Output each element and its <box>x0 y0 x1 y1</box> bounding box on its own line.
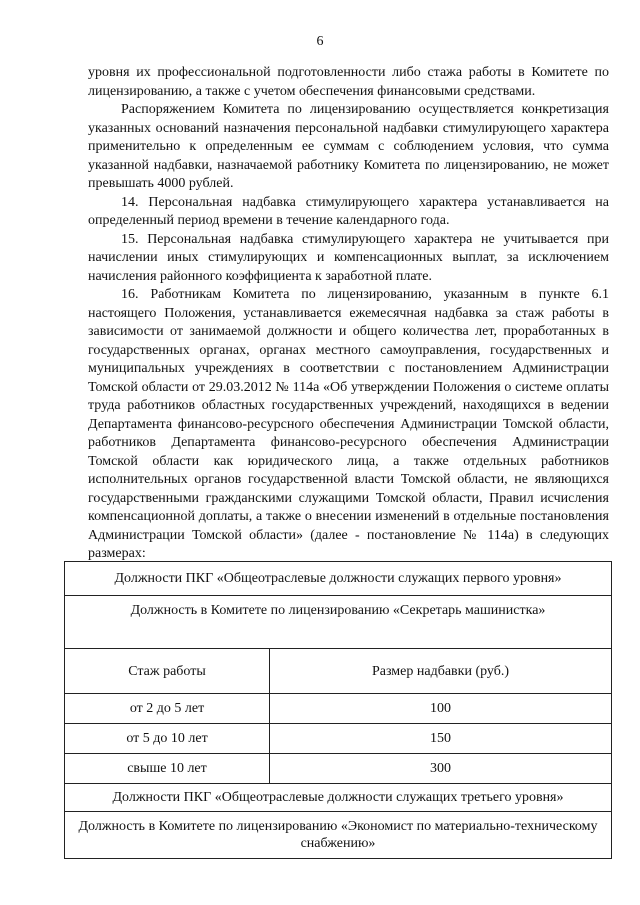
column-header-amount: Размер надбавки (руб.) <box>270 649 612 694</box>
document-body <box>88 64 609 564</box>
table-row <box>65 649 612 694</box>
position-secretary-typist: Должность в Комитете по лицензированию «Секретарь машинистка» <box>65 596 612 649</box>
paragraph-15: 15. Персональная надбавка стимулирующего характера не учитывается при начислении иных стимулирующих и компенсационных выплат, за исключением начисления районного коэффициента к заработной плате. <box>88 231 609 284</box>
column-header-experience: Стаж работы <box>65 649 270 694</box>
table-row <box>65 562 612 596</box>
position-economist: Должность в Комитете по лицензированию «Экономист по материально-техническому снабжению» <box>65 812 612 859</box>
table-row <box>65 724 612 754</box>
group-header-third-level: Должности ПКГ «Общеотраслевые должности служащих третьего уровня» <box>65 784 612 812</box>
amount-cell: 300 <box>270 754 612 784</box>
experience-cell: от 2 до 5 лет <box>65 694 270 724</box>
table-row <box>65 596 612 649</box>
paragraph-16: 16. Работникам Комитета по лицензированию, указанным в пункте 6.1 настоящего Положения, устанавливается ежемесячная надбавка за стаж работы в зависимости от занимаемой должности и общего количества лет, проработанных в государственных органах, органах местного самоуправления, государственных и муниципальных учреждениях в соответствии с постановлением Администрации Томской области от 29.03.2012 № 114а «Об утверждении Положения о системе оплаты труда работников областных государственных учреждений, находящихся в ведении Департамента финансово-ресурсного обеспечения Администрации Томской области, работников Департамента финансово-ресурсного обеспечения Администрации Томской области как юридического лица, а также отдельных работников исполнительных органов государственной власти Томской области, не являющихся государственными гражданскими служащими Томской области, Правил исчисления компенсационной доплаты, а также о внесении изменений в отдельные постановления Администрации Томской области» (далее - постановление № 114а) в следующих размерах: <box>88 287 609 561</box>
group-header-first-level: Должности ПКГ «Общеотраслевые должности служащих первого уровня» <box>65 562 612 596</box>
experience-cell: от 5 до 10 лет <box>65 724 270 754</box>
paragraph-order-concretization: Распоряжением Комитета по лицензированию осуществляется конкретизация указанных оснований назначения персональной надбавки стимулирующего характера применительно к определенным ее суммам с соблюдением условия, что сумма указанной надбавки, назначаемой работнику Комитета по лицензированию, не может превышать 4000 рублей. <box>88 102 609 191</box>
table-row <box>65 754 612 784</box>
experience-cell: свыше 10 лет <box>65 754 270 784</box>
amount-cell: 100 <box>270 694 612 724</box>
table-row <box>65 784 612 812</box>
amount-cell: 150 <box>270 724 612 754</box>
table-row <box>65 694 612 724</box>
table-row <box>65 812 612 859</box>
seniority-allowance-table <box>64 561 612 859</box>
page-number: 6 <box>316 34 324 49</box>
paragraph-continuation: уровня их профессиональной подготовленности либо стажа работы в Комитете по лицензированию, а также с учетом обеспечения финансовыми средствами. <box>88 65 609 99</box>
paragraph-14: 14. Персональная надбавка стимулирующего характера устанавливается на определенный период времени в течение календарного года. <box>88 194 609 228</box>
